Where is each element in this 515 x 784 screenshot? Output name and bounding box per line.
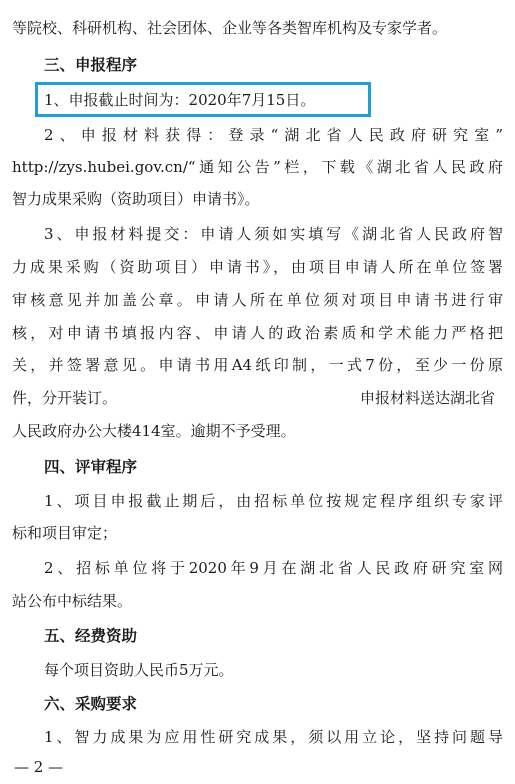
section-heading-review-procedure: 四、评审程序 [44, 458, 138, 476]
text-line-url: http://zys.hubei.gov.cn/“通知公告”栏，下载《湖北省人民政府 [12, 158, 503, 176]
text-line: 人民政府办公大楼414室。逾期不予受理。 [12, 422, 296, 440]
text-line: 1、智力成果为应用性研究成果，须以用立论，坚持问题导 [44, 728, 503, 746]
deadline-text: 1、申报截止时间为：2020年7月15日。 [44, 91, 316, 109]
text-line: 2、招标单位将于2020年9月在湖北省人民政府研究室网 [44, 559, 503, 577]
text-line: 每个项目资助人民币5万元。 [44, 661, 234, 679]
text-line: 关，并签署意见。申请书用A4纸印制，一式7份，至少一份原 [12, 356, 503, 374]
text-line: 申报材料送达湖北省 [359, 389, 495, 407]
text-line: 件，分开装订。 [12, 389, 118, 407]
text-line: 站公布中标结果。 [12, 592, 133, 610]
text-line: 标和项目审定； [12, 524, 118, 542]
text-line: 2、申报材料获得：登录“湖北省人民政府研究室” [44, 126, 503, 144]
text-line: 力成果采购（资助项目）申请书》，由项目申请人所在单位签署 [12, 258, 503, 276]
section-heading-procurement-requirements: 六、采购要求 [44, 695, 138, 713]
text-line: 智力成果采购（资助项目）申请书》。 [12, 190, 260, 208]
text-line: 3、申报材料提交：申请人须如实填写《湖北省人民政府智 [44, 225, 503, 243]
section-heading-funding: 五、经费资助 [44, 627, 138, 645]
text-line: 审核意见并加盖公章。申请人所在单位须对项目申请书进行审 [12, 291, 503, 309]
text-line: 核，对申请书填报内容、申请人的政治素质和学术能力严格把 [12, 324, 503, 342]
text-line: 1、项目申报截止期后，由招标单位按规定程序组织专家评 [44, 492, 503, 510]
section-heading-application-procedure: 三、申报程序 [44, 56, 138, 74]
page-number: — 2 — [14, 758, 64, 776]
text-line: 等院校、科研机构、社会团体、企业等各类智库机构及专家学者。 [12, 19, 448, 37]
